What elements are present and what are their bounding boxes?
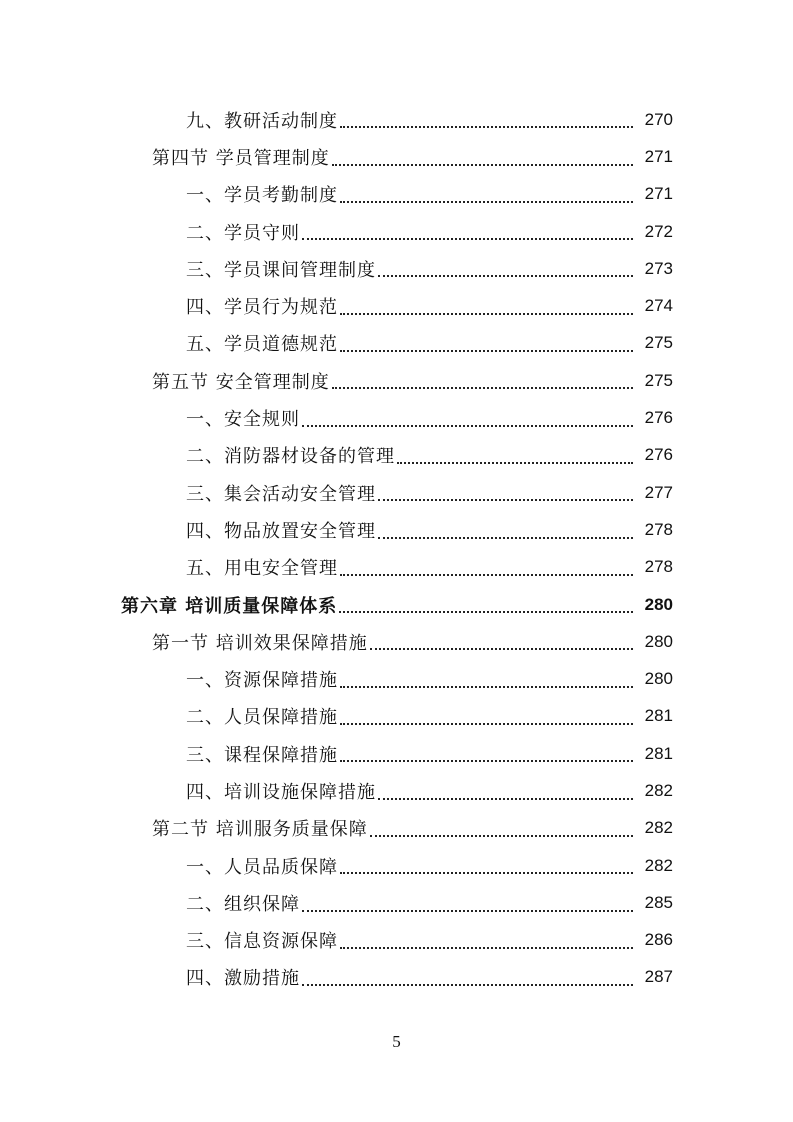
- toc-subsection-entry[interactable]: [0, 511, 793, 548]
- toc-dot-leader: [302, 983, 633, 986]
- toc-entry-title: 三、信息资源保障: [186, 931, 338, 953]
- toc-dot-leader: [370, 647, 633, 650]
- toc-dot-leader: [340, 312, 633, 315]
- toc-entry-title: 二、组织保障: [186, 893, 300, 915]
- toc-entry-title: 一、人员品质保障: [186, 856, 338, 878]
- toc-dot-leader: [340, 946, 633, 949]
- toc-dot-leader: [340, 722, 633, 725]
- toc-section-entry[interactable]: [0, 362, 793, 399]
- toc-subsection-entry[interactable]: [0, 474, 793, 511]
- toc-entry-page-number: 285: [644, 892, 673, 912]
- toc-entry-page-number: 277: [644, 482, 673, 502]
- toc-dot-leader: [378, 274, 633, 277]
- toc-dot-leader: [302, 424, 633, 427]
- toc-section-entry[interactable]: [0, 623, 793, 660]
- toc-entry-title: 二、学员守则: [186, 222, 300, 244]
- toc-dot-leader: [332, 163, 633, 166]
- toc-entry-page-number: 275: [644, 370, 673, 390]
- toc-entry-title: 一、资源保障措施: [186, 670, 338, 692]
- toc-section-entry[interactable]: [0, 138, 793, 175]
- toc-entry-title: 一、学员考勤制度: [186, 185, 338, 207]
- toc-subsection-entry[interactable]: [0, 287, 793, 324]
- toc-subsection-entry[interactable]: [0, 922, 793, 959]
- toc-subsection-entry[interactable]: [0, 176, 793, 213]
- toc-entry-page-number: 286: [644, 930, 673, 950]
- toc-subsection-entry[interactable]: [0, 399, 793, 436]
- toc-entry-page-number: 272: [644, 221, 673, 241]
- toc-chapter-entry[interactable]: [0, 586, 793, 623]
- toc-entry-page-number: 275: [644, 333, 673, 353]
- toc-subsection-entry[interactable]: [0, 437, 793, 474]
- toc-dot-leader: [340, 685, 633, 688]
- toc-entry-title: 五、学员道德规范: [186, 334, 338, 356]
- toc-dot-leader: [340, 573, 633, 576]
- toc-entry-page-number: 273: [644, 258, 673, 278]
- toc-entry-page-number: 280: [644, 669, 673, 689]
- toc-entry-page-number: 287: [644, 967, 673, 987]
- toc-entry-page-number: 274: [644, 296, 673, 316]
- toc-entry-title: 二、消防器材设备的管理: [186, 446, 395, 468]
- toc-subsection-entry[interactable]: [0, 772, 793, 809]
- toc-entry-page-number: 281: [644, 706, 673, 726]
- toc-entry-page-number: 270: [644, 109, 673, 129]
- toc-dot-leader: [332, 386, 633, 389]
- toc-entry-page-number: 282: [644, 818, 673, 838]
- toc-subsection-entry[interactable]: [0, 735, 793, 772]
- toc-dot-leader: [339, 610, 633, 613]
- toc-entry-page-number: 276: [644, 445, 673, 465]
- toc-entry-title: 四、激励措施: [186, 968, 300, 990]
- toc-entry-title: 一、安全规则: [186, 409, 300, 431]
- toc-entry-title: 五、用电安全管理: [186, 558, 338, 580]
- toc-subsection-entry[interactable]: [0, 250, 793, 287]
- toc-subsection-entry[interactable]: [0, 101, 793, 138]
- toc-entry-page-number: 282: [644, 855, 673, 875]
- toc-dot-leader: [340, 349, 633, 352]
- toc-entry-title: 三、课程保障措施: [186, 744, 338, 766]
- toc-entry-title: 四、物品放置安全管理: [186, 520, 376, 542]
- toc-subsection-entry[interactable]: [0, 660, 793, 697]
- toc-entry-page-number: 276: [644, 408, 673, 428]
- toc-subsection-entry[interactable]: [0, 884, 793, 921]
- toc-entry-title: 第二节 培训服务质量保障: [152, 819, 368, 841]
- toc-entry-page-number: 280: [644, 594, 673, 614]
- toc-subsection-entry[interactable]: [0, 325, 793, 362]
- toc-dot-leader: [340, 200, 633, 203]
- toc-section-entry[interactable]: [0, 810, 793, 847]
- toc-entry-title: 三、集会活动安全管理: [186, 483, 376, 505]
- toc-entry-title: 第一节 培训效果保障措施: [152, 632, 368, 654]
- toc-dot-leader: [340, 759, 633, 762]
- toc-entry-title: 九、教研活动制度: [186, 110, 338, 132]
- toc-entry-title: 四、学员行为规范: [186, 297, 338, 319]
- page-number: 5: [392, 1032, 401, 1051]
- toc-entry-title: 四、培训设施保障措施: [186, 781, 376, 803]
- toc-dot-leader: [302, 237, 633, 240]
- toc-subsection-entry[interactable]: [0, 698, 793, 735]
- toc-entry-title: 第四节 学员管理制度: [152, 147, 330, 169]
- toc-dot-leader: [302, 909, 633, 912]
- toc-entry-title: 第五节 安全管理制度: [152, 371, 330, 393]
- toc-dot-leader: [378, 797, 633, 800]
- toc-entry-title: 第六章 培训质量保障体系: [121, 595, 338, 617]
- toc-entry-title: 二、人员保障措施: [186, 707, 338, 729]
- toc-entry-page-number: 271: [644, 184, 673, 204]
- toc-dot-leader: [378, 536, 633, 539]
- table-of-contents: [0, 101, 793, 996]
- toc-entry-page-number: 281: [644, 743, 673, 763]
- toc-dot-leader: [340, 125, 633, 128]
- toc-entry-page-number: 271: [644, 146, 673, 166]
- toc-entry-page-number: 282: [644, 780, 673, 800]
- toc-entry-page-number: 278: [644, 519, 673, 539]
- toc-entry-page-number: 280: [644, 631, 673, 651]
- toc-dot-leader: [397, 461, 633, 464]
- toc-dot-leader: [340, 871, 633, 874]
- toc-entry-title: 三、学员课间管理制度: [186, 259, 376, 281]
- toc-subsection-entry[interactable]: [0, 847, 793, 884]
- toc-subsection-entry[interactable]: [0, 959, 793, 996]
- toc-dot-leader: [378, 498, 633, 501]
- toc-subsection-entry[interactable]: [0, 549, 793, 586]
- toc-subsection-entry[interactable]: [0, 213, 793, 250]
- toc-entry-page-number: 278: [644, 557, 673, 577]
- toc-dot-leader: [370, 834, 633, 837]
